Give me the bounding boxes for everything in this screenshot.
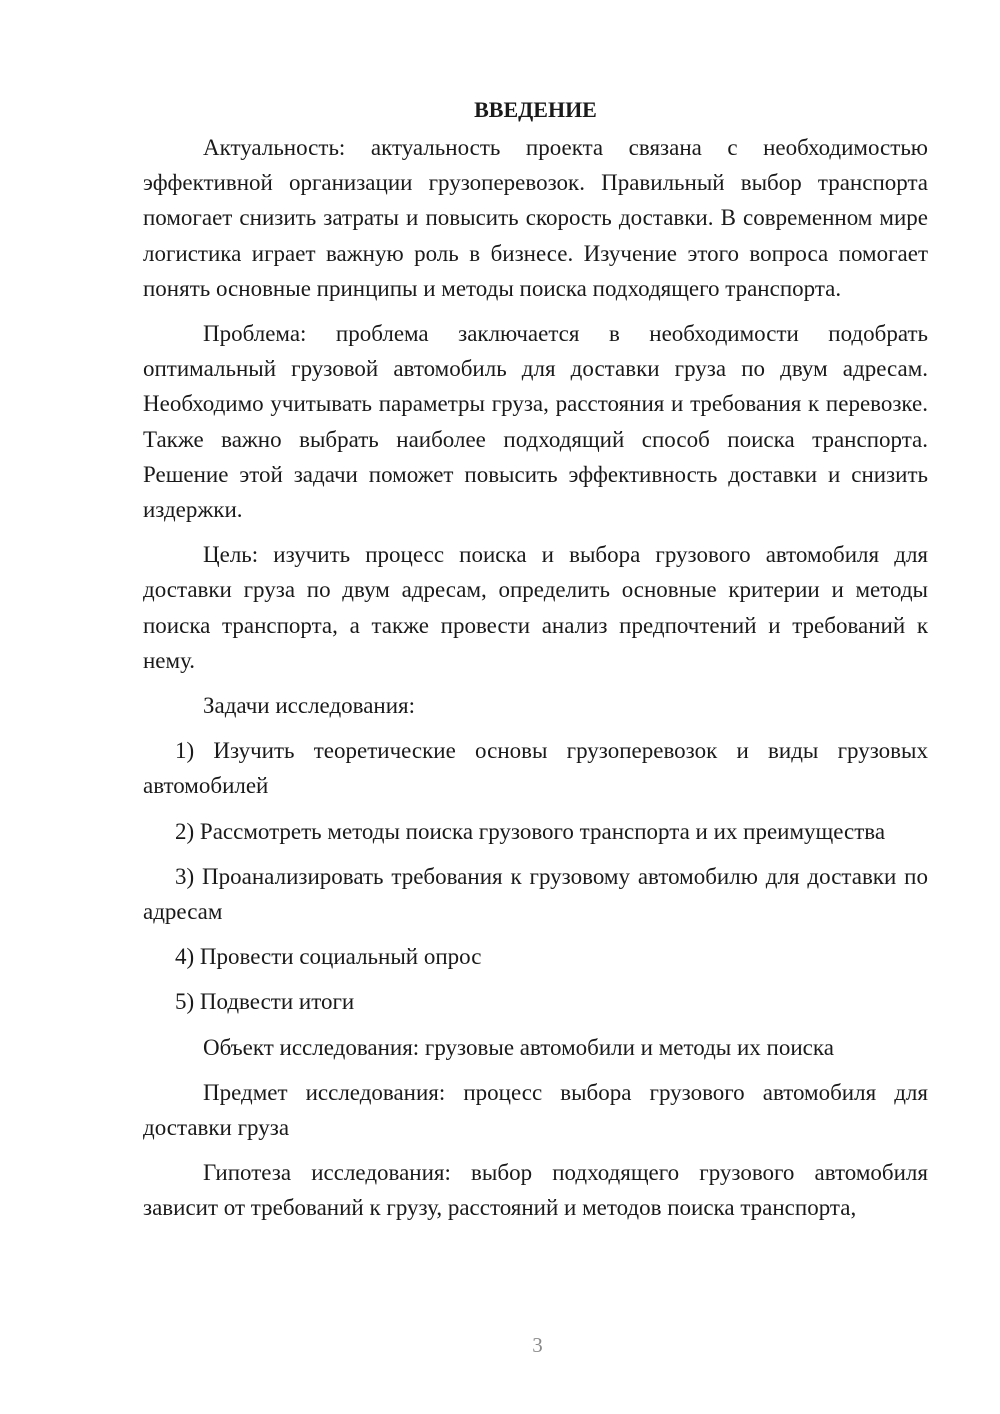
paragraph-object: Объект исследования: грузовые автомобили и методы их поиска xyxy=(203,1034,834,1060)
paragraph-hypothesis: Гипотеза исследования: выбор подходящего грузового автомобиля зависит от требований к грузу, расстояний и методов поиска транспорта, xyxy=(143,1160,928,1221)
task-item-1: 1) Изучить теоретические основы грузоперевозок и виды грузовых автомобилей xyxy=(143,738,928,799)
page-number: 3 xyxy=(532,1333,543,1357)
task-item-2: 2) Рассмотреть методы поиска грузового транспорта и их преимущества xyxy=(175,818,886,844)
paragraph-problem: Проблема: проблема заключается в необходимости подобрать оптимальный грузовой автомобиль для доставки груза по двум адресам. Необходимо учитывать параметры груза, расстояния и требования к перевозке. Также важно выбрать наиболее подходящий способ поиска транспорта. Решение этой задачи поможет повысить эффективность доставки и снизить издержки. xyxy=(143,321,928,523)
paragraph-relevance: Актуальность: актуальность проекта связана с необходимостью эффективной организации грузоперевозок. Правильный выбор транспорта помогает снизить затраты и повысить скорость доставки. В современном мире логистика играет важную роль в бизнесе. Изучение этого вопроса помогает понять основные принципы и методы поиска подходящего транспорта. xyxy=(143,135,928,301)
paragraph-subject: Предмет исследования: процесс выбора грузового автомобиля для доставки груза xyxy=(143,1079,928,1141)
tasks-heading: Задачи исследования: xyxy=(203,693,416,719)
section-title: ВВЕДЕНИЕ xyxy=(474,97,597,122)
paragraph-goal: Цель: изучить процесс поиска и выбора грузового автомобиля для доставки груза по двум адресам, определить основные критерии и методы поиска транспорта, а также провести анализ предпочтений и требований к нему. xyxy=(143,542,928,673)
document-page xyxy=(143,92,928,1236)
task-item-5: 5) Подвести итоги xyxy=(175,989,355,1015)
task-item-4: 4) Провести социальный опрос xyxy=(175,944,482,970)
task-item-3: 3) Проанализировать требования к грузовому автомобилю для доставки по адресам xyxy=(143,863,928,925)
